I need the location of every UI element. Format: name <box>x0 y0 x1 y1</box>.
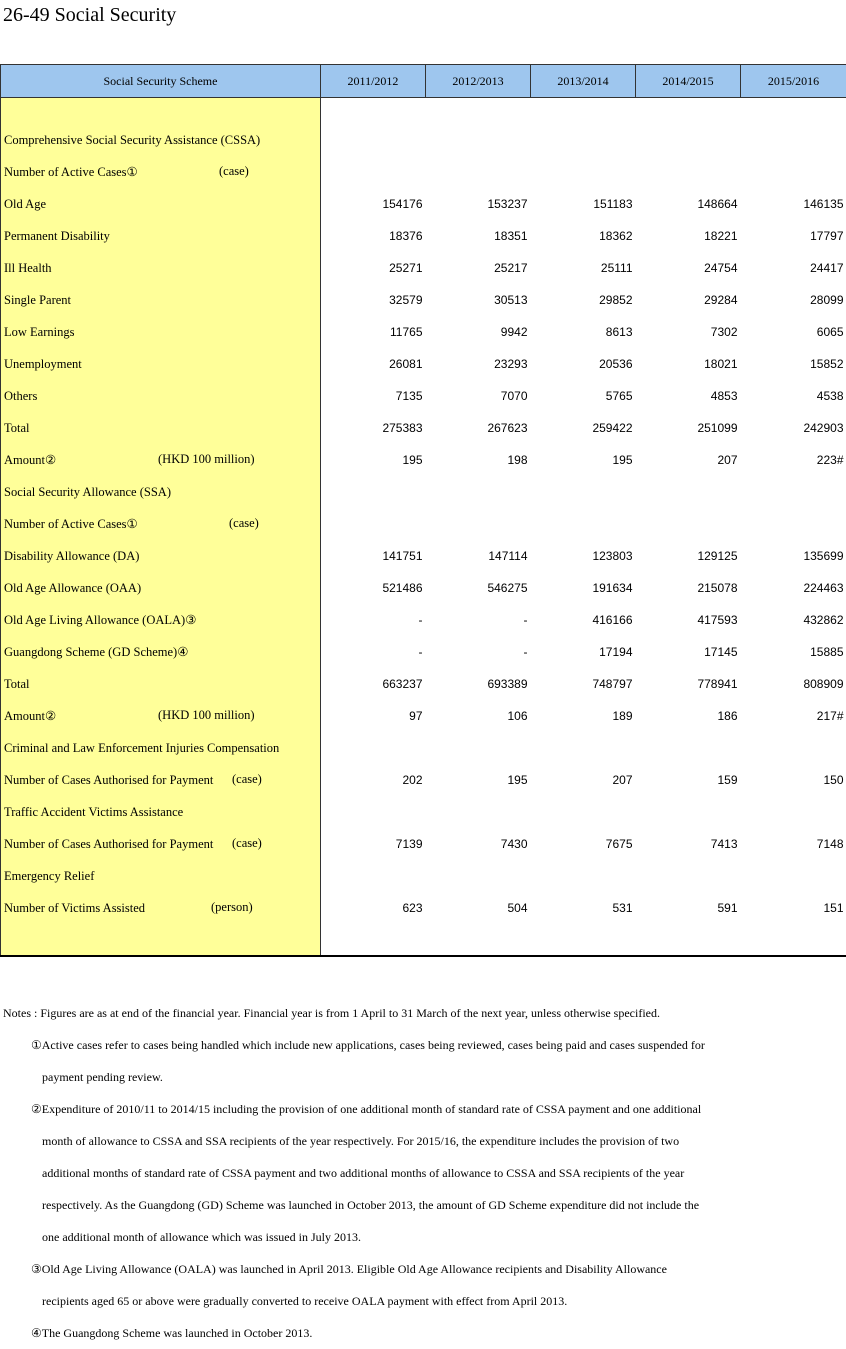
table-row <box>1 348 846 380</box>
value-cell <box>426 732 531 764</box>
row-unit: (case) <box>232 836 262 851</box>
row-unit: (person) <box>211 900 253 915</box>
row-label: Number of Active Cases① <box>4 165 138 179</box>
value-cell: 25111 <box>531 252 636 284</box>
value-cell: 693389 <box>426 668 531 700</box>
value-cell <box>741 860 846 892</box>
row-unit: (case) <box>229 516 259 531</box>
value-cell: 8613 <box>531 316 636 348</box>
value-cell: 18362 <box>531 220 636 252</box>
table-row <box>1 572 846 604</box>
table-row <box>1 892 846 924</box>
note-line: recipients aged 65 or above were gradually converted to receive OALA payment with effect from April 2013. <box>3 1285 843 1317</box>
value-cell <box>636 796 741 828</box>
row-label: Permanent Disability <box>4 229 110 243</box>
value-cell <box>426 124 531 156</box>
value-cell <box>531 860 636 892</box>
value-cell <box>321 796 426 828</box>
table-body <box>1 98 846 957</box>
value-cell: 275383 <box>321 412 426 444</box>
value-cell: 153237 <box>426 188 531 220</box>
row-label: Old Age Allowance (OAA) <box>4 581 141 595</box>
table-row <box>1 284 846 316</box>
row-label: Emergency Relief <box>4 869 94 883</box>
value-cell: 546275 <box>426 572 531 604</box>
row-label-cell <box>1 316 321 348</box>
value-cell: 217# <box>741 700 846 732</box>
value-cell <box>741 732 846 764</box>
note-line: ④The Guangdong Scheme was launched in October 2013. <box>3 1317 843 1349</box>
row-label: Low Earnings <box>4 325 74 339</box>
value-cell: 9942 <box>426 316 531 348</box>
row-label-cell <box>1 796 321 828</box>
value-cell <box>531 124 636 156</box>
value-cell: 7139 <box>321 828 426 860</box>
value-cell: 18351 <box>426 220 531 252</box>
social-security-table <box>0 64 846 957</box>
header-scheme: Social Security Scheme <box>1 65 321 98</box>
row-label-cell <box>1 892 321 924</box>
row-label: Guangdong Scheme (GD Scheme)④ <box>4 645 188 659</box>
value-cell: 24754 <box>636 252 741 284</box>
value-cell: 224463 <box>741 572 846 604</box>
value-cell: 25271 <box>321 252 426 284</box>
value-cell: 432862 <box>741 604 846 636</box>
value-cell <box>426 156 531 188</box>
row-label-cell <box>1 828 321 860</box>
value-cell <box>321 156 426 188</box>
row-label-cell <box>1 540 321 572</box>
value-cell: 24417 <box>741 252 846 284</box>
value-cell: 97 <box>321 700 426 732</box>
row-label-cell <box>1 380 321 412</box>
value-cell: 242903 <box>741 412 846 444</box>
value-cell: 808909 <box>741 668 846 700</box>
value-cell: 15885 <box>741 636 846 668</box>
row-label-cell <box>1 476 321 508</box>
value-cell: 25217 <box>426 252 531 284</box>
row-label: Amount② <box>4 709 56 723</box>
value-cell: 7413 <box>636 828 741 860</box>
value-cell: 7675 <box>531 828 636 860</box>
note-line: ②Expenditure of 2010/11 to 2014/15 including the provision of one additional month of standard rate of CSSA payment and one additional <box>3 1093 843 1125</box>
value-cell <box>321 508 426 540</box>
row-label: Total <box>4 421 30 435</box>
note-line: month of allowance to CSSA and SSA recipients of the year respectively. For 2015/16, the expenditure includes the provision of two <box>3 1125 843 1157</box>
row-label: Single Parent <box>4 293 71 307</box>
value-cell: 186 <box>636 700 741 732</box>
table-row <box>1 156 846 188</box>
row-label-cell <box>1 348 321 380</box>
row-label-cell <box>1 636 321 668</box>
value-cell <box>741 476 846 508</box>
value-cell: 148664 <box>636 188 741 220</box>
value-cell <box>636 476 741 508</box>
value-cell: - <box>321 636 426 668</box>
header-year: 2011/2012 <box>321 65 426 98</box>
value-cell: 623 <box>321 892 426 924</box>
value-cell: 20536 <box>531 348 636 380</box>
value-cell: 7070 <box>426 380 531 412</box>
value-cell: 215078 <box>636 572 741 604</box>
value-cell: 7148 <box>741 828 846 860</box>
note-line: one additional month of allowance which was issued in July 2013. <box>3 1221 843 1253</box>
table-row <box>1 540 846 572</box>
value-cell: 150 <box>741 764 846 796</box>
header-year: 2014/2015 <box>636 65 741 98</box>
row-label-cell <box>1 124 321 156</box>
table-row <box>1 860 846 892</box>
table-row <box>1 732 846 764</box>
value-cell: 195 <box>321 444 426 476</box>
row-unit: (HKD 100 million) <box>158 452 255 467</box>
value-cell <box>636 508 741 540</box>
spacer-row <box>1 98 846 125</box>
value-cell <box>636 156 741 188</box>
row-label: Unemployment <box>4 357 82 371</box>
value-cell: - <box>426 636 531 668</box>
value-cell: 106 <box>426 700 531 732</box>
value-cell: 5765 <box>531 380 636 412</box>
value-cell: 4538 <box>741 380 846 412</box>
value-cell <box>426 860 531 892</box>
value-cell: 7302 <box>636 316 741 348</box>
notes-intro: Notes : Figures are as at end of the financial year. Financial year is from 1 April to 31 March of the next year, unless otherwise specified. <box>3 997 843 1029</box>
value-cell <box>636 124 741 156</box>
notes-list <box>3 1029 843 1349</box>
value-cell <box>741 796 846 828</box>
value-cell: 504 <box>426 892 531 924</box>
row-label: Old Age <box>4 197 46 211</box>
value-cell: 259422 <box>531 412 636 444</box>
row-label-cell <box>1 572 321 604</box>
row-label: Number of Victims Assisted <box>4 901 145 915</box>
value-cell: 267623 <box>426 412 531 444</box>
row-unit: (HKD 100 million) <box>158 708 255 723</box>
row-label-cell <box>1 444 321 476</box>
value-cell: 417593 <box>636 604 741 636</box>
row-label-cell <box>1 668 321 700</box>
value-cell: 15852 <box>741 348 846 380</box>
row-label: Traffic Accident Victims Assistance <box>4 805 183 819</box>
row-label-cell <box>1 220 321 252</box>
row-label: Ill Health <box>4 261 52 275</box>
value-cell <box>321 860 426 892</box>
value-cell: 159 <box>636 764 741 796</box>
value-cell: 28099 <box>741 284 846 316</box>
value-cell: 7135 <box>321 380 426 412</box>
social-security-table-container <box>0 64 846 957</box>
value-cell: - <box>426 604 531 636</box>
value-cell <box>321 124 426 156</box>
value-cell: 223# <box>741 444 846 476</box>
row-label-cell <box>1 188 321 220</box>
value-cell: 748797 <box>531 668 636 700</box>
value-cell: 195 <box>426 764 531 796</box>
value-cell <box>426 796 531 828</box>
row-label-cell <box>1 284 321 316</box>
value-cell: 11765 <box>321 316 426 348</box>
value-cell: 18021 <box>636 348 741 380</box>
row-label-cell <box>1 156 321 188</box>
header-year: 2013/2014 <box>531 65 636 98</box>
value-cell: 202 <box>321 764 426 796</box>
header-year: 2015/2016 <box>741 65 846 98</box>
value-cell: 207 <box>636 444 741 476</box>
value-cell: 17797 <box>741 220 846 252</box>
value-cell: 17145 <box>636 636 741 668</box>
table-row <box>1 380 846 412</box>
value-cell <box>531 476 636 508</box>
value-cell: 18376 <box>321 220 426 252</box>
spacer-row <box>1 924 846 956</box>
table-row <box>1 668 846 700</box>
value-cell: 29852 <box>531 284 636 316</box>
value-cell <box>741 124 846 156</box>
value-cell: 18221 <box>636 220 741 252</box>
row-label-cell <box>1 764 321 796</box>
row-label-cell <box>1 604 321 636</box>
value-cell <box>636 732 741 764</box>
table-row <box>1 700 846 732</box>
table-row <box>1 604 846 636</box>
value-cell: 147114 <box>426 540 531 572</box>
value-cell: 29284 <box>636 284 741 316</box>
value-cell <box>426 476 531 508</box>
value-cell <box>321 732 426 764</box>
row-label: Old Age Living Allowance (OALA)③ <box>4 613 196 627</box>
row-label: Others <box>4 389 37 403</box>
row-label-cell <box>1 412 321 444</box>
value-cell: - <box>321 604 426 636</box>
table-row <box>1 188 846 220</box>
value-cell: 135699 <box>741 540 846 572</box>
value-cell <box>531 732 636 764</box>
table-row <box>1 764 846 796</box>
notes-section <box>3 997 843 1349</box>
note-line: respectively. As the Guangdong (GD) Scheme was launched in October 2013, the amount of GD Scheme expenditure did not include the <box>3 1189 843 1221</box>
value-cell: 146135 <box>741 188 846 220</box>
value-cell: 141751 <box>321 540 426 572</box>
value-cell: 198 <box>426 444 531 476</box>
value-cell: 6065 <box>741 316 846 348</box>
value-cell: 23293 <box>426 348 531 380</box>
table-row <box>1 220 846 252</box>
table-row <box>1 444 846 476</box>
table-header-row <box>1 65 846 98</box>
note-line: additional months of standard rate of CSSA payment and two additional months of allowance to CSSA and SSA recipients of the year <box>3 1157 843 1189</box>
note-line: ①Active cases refer to cases being handled which include new applications, cases being reviewed, cases being paid and cases suspended for <box>3 1029 843 1061</box>
header-year: 2012/2013 <box>426 65 531 98</box>
row-label: Comprehensive Social Security Assistance (CSSA) <box>4 133 260 147</box>
value-cell: 531 <box>531 892 636 924</box>
value-cell <box>741 508 846 540</box>
page-title: 26-49 Social Security <box>3 4 176 27</box>
table-row <box>1 316 846 348</box>
value-cell: 7430 <box>426 828 531 860</box>
table-row <box>1 252 846 284</box>
row-label-cell <box>1 860 321 892</box>
row-label: Social Security Allowance (SSA) <box>4 485 171 499</box>
row-unit: (case) <box>232 772 262 787</box>
row-label-cell <box>1 732 321 764</box>
value-cell <box>531 508 636 540</box>
note-line: ③Old Age Living Allowance (OALA) was launched in April 2013. Eligible Old Age Allowance recipients and Disability Allowance <box>3 1253 843 1285</box>
value-cell: 591 <box>636 892 741 924</box>
row-label: Disability Allowance (DA) <box>4 549 139 563</box>
value-cell <box>531 156 636 188</box>
row-label: Amount② <box>4 453 56 467</box>
table-row <box>1 636 846 668</box>
value-cell <box>636 860 741 892</box>
table-row <box>1 412 846 444</box>
value-cell <box>741 156 846 188</box>
table-row <box>1 508 846 540</box>
value-cell: 26081 <box>321 348 426 380</box>
value-cell: 521486 <box>321 572 426 604</box>
value-cell: 4853 <box>636 380 741 412</box>
value-cell: 195 <box>531 444 636 476</box>
value-cell: 151 <box>741 892 846 924</box>
value-cell: 151183 <box>531 188 636 220</box>
value-cell: 30513 <box>426 284 531 316</box>
table-row <box>1 124 846 156</box>
row-label-cell <box>1 700 321 732</box>
value-cell <box>531 796 636 828</box>
table-row <box>1 828 846 860</box>
row-label-cell <box>1 252 321 284</box>
value-cell: 32579 <box>321 284 426 316</box>
value-cell: 17194 <box>531 636 636 668</box>
value-cell: 129125 <box>636 540 741 572</box>
value-cell <box>426 508 531 540</box>
value-cell <box>321 476 426 508</box>
value-cell: 663237 <box>321 668 426 700</box>
note-line: payment pending review. <box>3 1061 843 1093</box>
value-cell: 251099 <box>636 412 741 444</box>
row-label: Total <box>4 677 30 691</box>
value-cell: 207 <box>531 764 636 796</box>
row-label: Number of Cases Authorised for Payment <box>4 773 213 787</box>
value-cell: 191634 <box>531 572 636 604</box>
row-label: Number of Cases Authorised for Payment <box>4 837 213 851</box>
row-label: Number of Active Cases① <box>4 517 138 531</box>
value-cell: 189 <box>531 700 636 732</box>
value-cell: 778941 <box>636 668 741 700</box>
row-label: Criminal and Law Enforcement Injuries Compensation <box>4 741 279 755</box>
row-label-cell <box>1 508 321 540</box>
value-cell: 123803 <box>531 540 636 572</box>
table-row <box>1 796 846 828</box>
value-cell: 154176 <box>321 188 426 220</box>
value-cell: 416166 <box>531 604 636 636</box>
row-unit: (case) <box>219 164 249 179</box>
table-row <box>1 476 846 508</box>
